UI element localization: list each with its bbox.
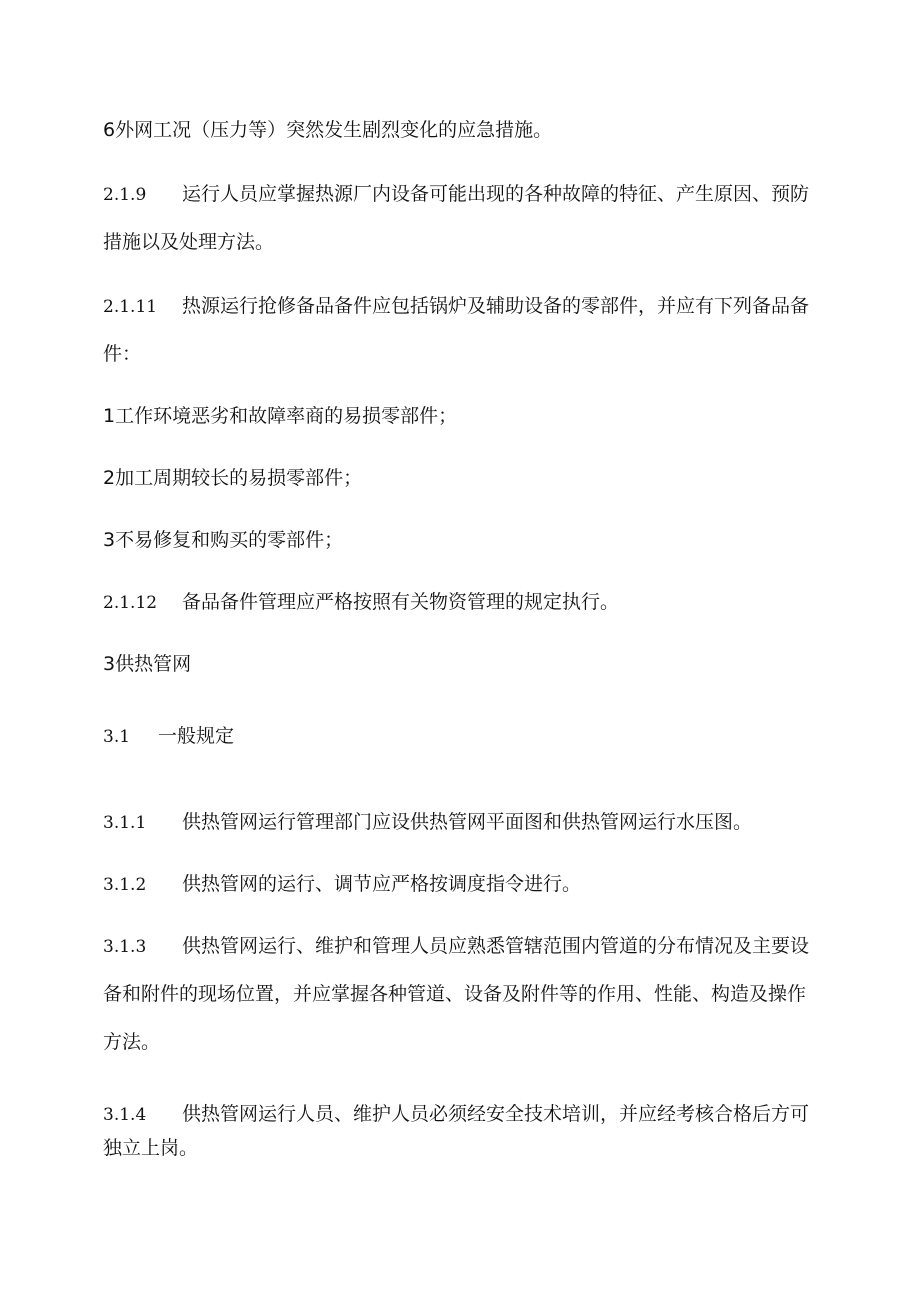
clause-text: 热源运行抢修备品备件应包括锅炉及辅助设备的零部件，并应有下列备品备 — [182, 295, 810, 317]
clause-text: 供热管网运行、维护和管理人员应熟悉管辖范围内管道的分布情况及主要设 — [182, 935, 810, 957]
clause-2-1-11 — [103, 294, 809, 319]
clause-text: 供热管网运行人员、维护人员必须经安全技术培训，并应经考核合格后方可 — [182, 1103, 810, 1125]
clause-text: 独立上岗。 — [103, 1137, 199, 1159]
clause-number: 3.1.4 — [103, 1105, 147, 1125]
clause-number: 3.1.3 — [103, 937, 147, 957]
clause-number: 2.1.11 — [103, 297, 158, 317]
clause-number: 2.1.9 — [103, 185, 147, 205]
clause-2-1-12 — [103, 590, 619, 615]
clause-text: 方法。 — [103, 1031, 161, 1053]
clause-3-1-3-continued — [103, 982, 806, 1006]
list-item-2 — [103, 466, 362, 490]
list-item-1 — [103, 404, 457, 428]
list-item-text: 2加工周期较长的易损零部件； — [103, 467, 363, 489]
list-item-text: 3不易修复和购买的零部件； — [103, 529, 344, 551]
clause-2-1-9 — [103, 182, 809, 207]
clause-3-1-3-continued — [103, 1030, 160, 1054]
clause-3-1-4 — [103, 1102, 809, 1127]
list-item-3 — [103, 528, 343, 552]
clause-text: 运行人员应掌握热源厂内设备可能出现的各种故障的特征、产生原因、预防 — [182, 183, 810, 205]
clause-number: 3.1.2 — [103, 875, 147, 895]
section-heading-text: 3供热管网 — [103, 653, 192, 675]
clause-2-1-9-continued — [103, 230, 274, 254]
paragraph-emergency-measures — [103, 118, 552, 142]
subsection-title: 一般规定 — [158, 725, 235, 747]
paragraph-text: 6外网工况（压力等）突然发生剧烈变化的应急措施。 — [103, 119, 553, 141]
clause-text: 件： — [103, 343, 142, 365]
clause-number: 2.1.12 — [103, 593, 158, 613]
clause-2-1-11-continued — [103, 342, 141, 366]
clause-number: 3.1.1 — [103, 813, 147, 833]
clause-text: 备和附件的现场位置，并应掌握各种管道、设备及附件等的作用、性能、构造及操作 — [103, 983, 807, 1005]
subsection-3-1 — [103, 724, 234, 749]
clause-number: 3.1 — [103, 727, 131, 747]
clause-text: 措施以及处理方法。 — [103, 231, 275, 253]
clause-3-1-2 — [103, 872, 581, 897]
clause-text: 供热管网的运行、调节应严格按调度指令进行。 — [182, 873, 582, 895]
clause-3-1-1 — [103, 810, 752, 835]
list-item-text: 1工作环境恶劣和故障率商的易损零部件； — [103, 405, 458, 427]
clause-text: 备品备件管理应严格按照有关物资管理的规定执行。 — [182, 591, 620, 613]
section-heading-heating-network — [103, 652, 191, 676]
clause-3-1-3 — [103, 934, 809, 959]
clause-text: 供热管网运行管理部门应设供热管网平面图和供热管网运行水压图。 — [182, 811, 753, 833]
clause-3-1-4-continued — [103, 1136, 198, 1160]
